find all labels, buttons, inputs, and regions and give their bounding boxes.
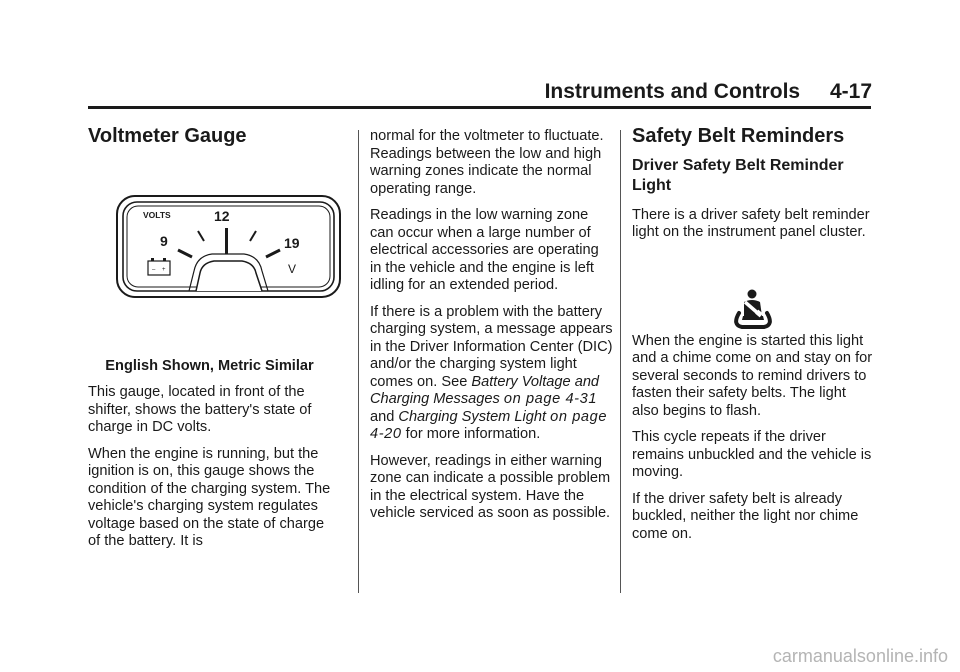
- gauge-mark-12: 12: [214, 208, 230, 224]
- gauge-needle-hub-cover: [196, 261, 262, 291]
- column-divider-2: [620, 130, 621, 593]
- paragraph-text: for more information.: [401, 426, 541, 442]
- battery-terminal-pos: [163, 258, 166, 261]
- safety-belt-icon: [730, 289, 776, 329]
- voltmeter-paragraph-3: normal for the voltmeter to fluctuate. Readings between the low and high warning zones indicate the normal operating range.: [370, 128, 604, 197]
- link-battery-voltage-messages[interactable]: Battery Voltage and Charging Messages: [370, 373, 600, 407]
- belt-paragraph-3: This cycle repeats if the driver remains unbuckled and the vehicle is moving.: [632, 429, 872, 480]
- page-number: 4-17: [829, 80, 872, 103]
- battery-minus-sign: –: [152, 267, 156, 273]
- voltmeter-gauge-illustration: [116, 195, 341, 298]
- safety-belt-heading: Safety Belt Reminders: [632, 125, 845, 147]
- voltmeter-paragraph-6: However, readings in either warning zone can indicate a possible problem in the electrical system. Have the vehicle serviced as soon as possible.: [370, 452, 611, 521]
- page-ref-4-20[interactable]: on page 4-20: [370, 408, 608, 442]
- column-divider-1: [358, 130, 359, 593]
- paragraph-text: If there is a problem with the battery charging system, a message appears in the Driver Information Center (DIC) and/or the charging system light comes on. See: [370, 303, 613, 390]
- battery-terminal-neg: [151, 258, 154, 261]
- gauge-unit-v: V: [288, 262, 297, 276]
- driver-belt-subheading: Driver Safety Belt Reminder Light: [632, 156, 844, 194]
- column-2: [370, 128, 613, 532]
- watermark: carmanualsonline.info: [772, 646, 948, 666]
- battery-plus-sign: +: [162, 267, 166, 273]
- belt-paragraph-4: If the driver safety belt is already buckled, neither the light nor chime come on.: [632, 490, 859, 542]
- voltmeter-heading: Voltmeter Gauge: [88, 125, 247, 147]
- header-rule: [88, 106, 871, 109]
- belt-paragraph-1: There is a driver safety belt reminder light on the instrument panel cluster.: [632, 206, 870, 240]
- voltmeter-paragraph-4: Readings in the low warning zone can occur when a large number of electrical accessories are operating in the vehicle and the engine is left idling for an extended period.: [370, 207, 599, 293]
- belt-paragraph-2: When the engine is started this light and a chime come on and stay on for several seconds to remind drivers to fasten their safety belts. The light also begins to flash.: [632, 332, 873, 419]
- column-1: [88, 125, 331, 560]
- gauge-volts-label: VOLTS: [143, 210, 171, 220]
- gauge-mark-19: 19: [284, 235, 300, 251]
- voltmeter-paragraph-1: This gauge, located in front of the shifter, shows the battery's state of charge in DC volts.: [88, 384, 312, 435]
- figure-caption: English Shown, Metric Similar: [105, 357, 314, 374]
- section-title: Instruments and Controls: [544, 80, 801, 103]
- voltmeter-paragraph-2: When the engine is running, but the ignition is on, this gauge shows the condition of the charging system. The vehicle's charging system regulates voltage based on the state of charge of the battery. It is: [88, 445, 331, 549]
- page-ref-4-31[interactable]: on page 4-31: [503, 391, 598, 407]
- paragraph-text: and: [370, 408, 399, 425]
- column-3: [632, 125, 875, 552]
- link-charging-system-light[interactable]: Charging System Light: [398, 408, 547, 425]
- gauge-mark-9: 9: [160, 233, 168, 249]
- voltmeter-paragraph-5: [370, 304, 613, 444]
- page-header: [545, 80, 872, 104]
